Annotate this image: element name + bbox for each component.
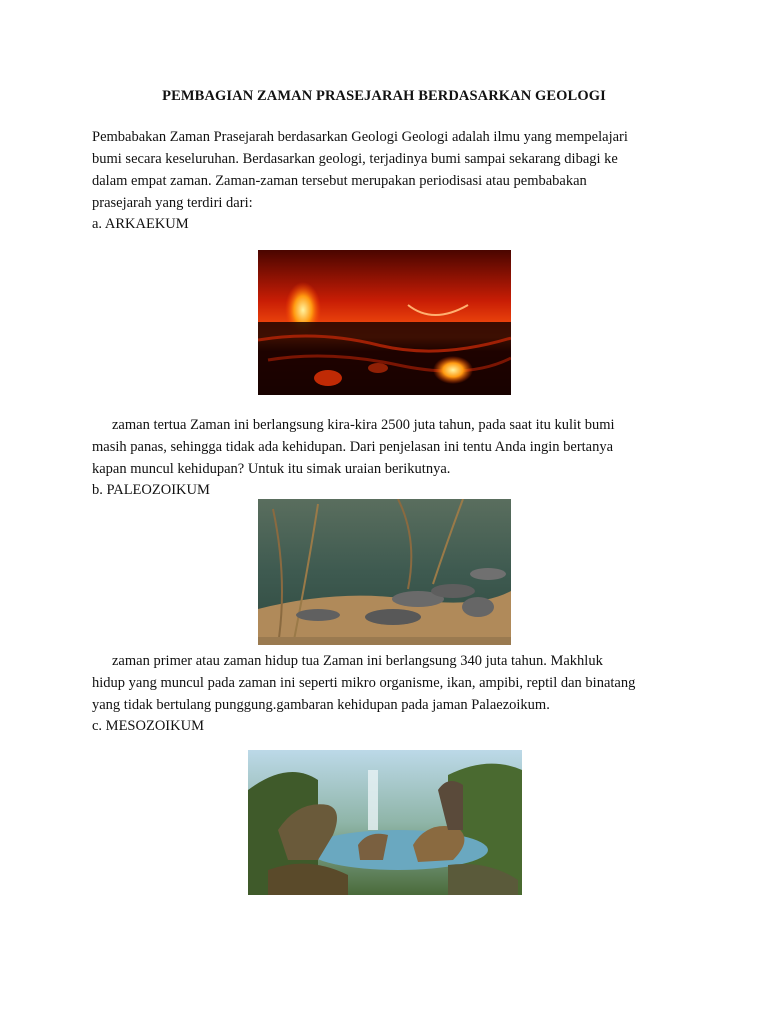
description-line: kapan muncul kehidupan? Untuk itu simak uraian berikutnya. xyxy=(92,461,451,477)
description-line: masih panas, sehingga tidak ada kehidupan. Dari penjelasan ini tentu Anda ingin bertanya xyxy=(92,439,614,455)
section-heading-mesozoikum: c. MESOZOIKUM xyxy=(92,718,204,734)
section-heading-paleozoikum: b. PALEOZOIKUM xyxy=(92,482,210,498)
description-line: zaman primer atau zaman hidup tua Zaman ini berlangsung 340 juta tahun. Makhluk xyxy=(112,653,603,669)
description-line: zaman tertua Zaman ini berlangsung kira-kira 2500 juta tahun, pada saat itu kulit bumi xyxy=(112,417,615,433)
trilobite-seafloor-image xyxy=(258,499,511,645)
description-line: hidup yang muncul pada zaman ini seperti mikro organisme, ikan, ampibi, reptil dan binatang xyxy=(92,675,636,691)
intro-line: dalam empat zaman. Zaman-zaman tersebut merupakan periodisasi atau pembabakan xyxy=(92,173,587,189)
section-heading-arkaekum: a. ARKAEKUM xyxy=(92,216,189,232)
volcanic-landscape-image xyxy=(258,250,511,395)
page-title: PEMBAGIAN ZAMAN PRASEJARAH BERDASARKAN GEOLOGI xyxy=(162,88,606,104)
intro-paragraph xyxy=(92,126,692,214)
dinosaur-scene-image xyxy=(248,750,522,895)
intro-line: Pembabakan Zaman Prasejarah berdasarkan Geologi Geologi adalah ilmu yang mempelajari xyxy=(92,129,628,145)
intro-line: prasejarah yang terdiri dari: xyxy=(92,195,253,211)
paleozoikum-description xyxy=(92,650,692,716)
description-line: yang tidak bertulang punggung.gambaran kehidupan pada jaman Palaezoikum. xyxy=(92,697,550,713)
intro-line: bumi secara keseluruhan. Berdasarkan geologi, terjadinya bumi sampai sekarang dibagi ke xyxy=(92,151,618,167)
arkaekum-description xyxy=(92,414,692,480)
